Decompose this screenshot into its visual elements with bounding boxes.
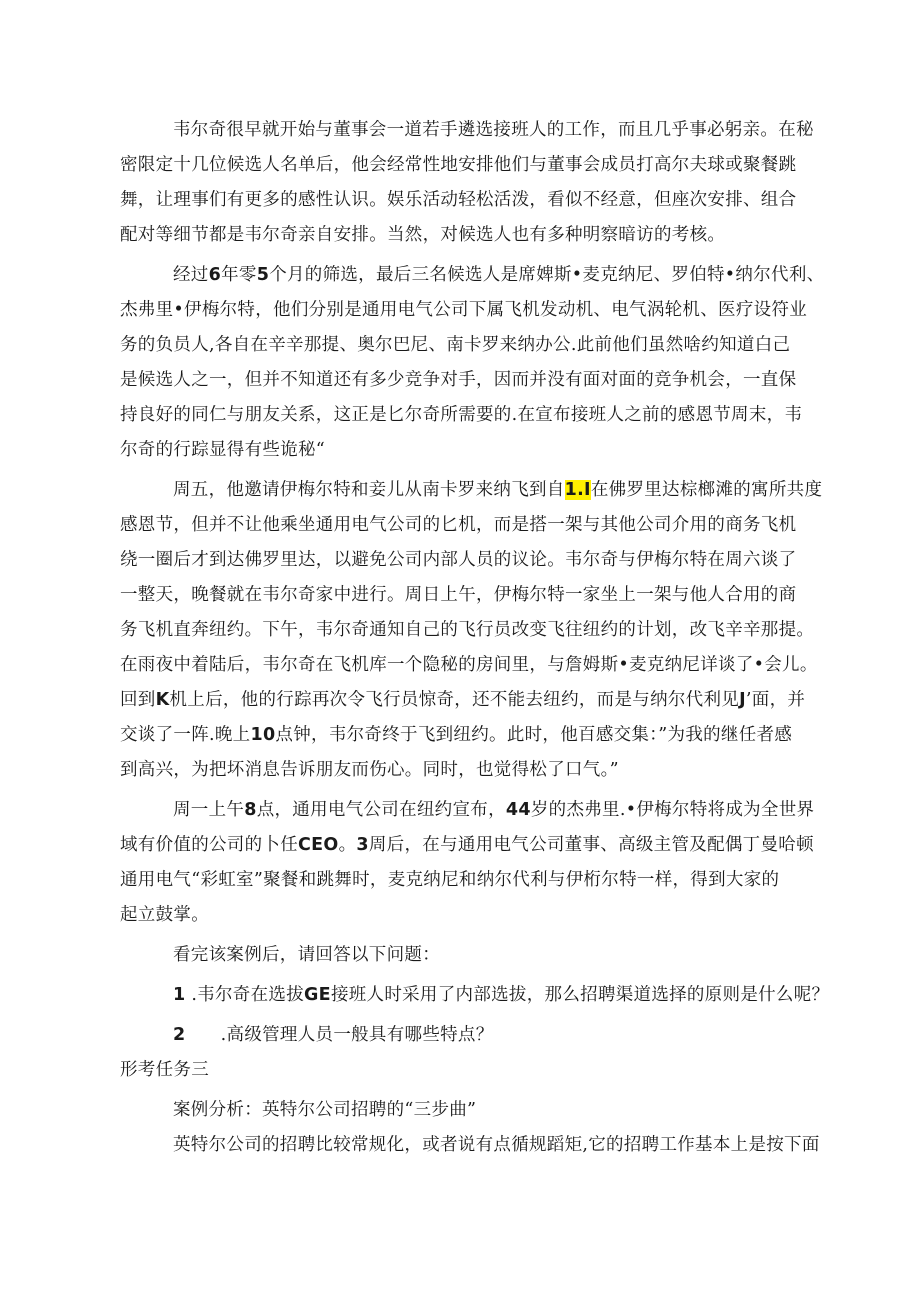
number-run: 8 — [244, 800, 257, 820]
text-run: 周一上午 — [173, 800, 245, 820]
question-number: 2 — [173, 1025, 186, 1045]
text-run: CEO — [298, 835, 339, 855]
number-run: 6 — [208, 265, 222, 285]
number-run: 44 — [505, 800, 531, 820]
paragraph-2-line-2: 杰弗里•伊梅尔特，他们分别是通用电气公司下属飞机发动机、电气涡轮机、医疗设符业 — [120, 300, 808, 320]
paragraph-4-line-1 — [173, 798, 814, 822]
paragraph-4-line-3: 通用电气“彩虹室”聚餐和跳舞时，麦克纳尼和纳尔代利与伊桁尔特一样，得到大家的 — [120, 870, 780, 890]
number-run: 5 — [256, 265, 270, 285]
text-run: .高级管理人员一般具有哪些特点？ — [185, 1025, 494, 1045]
text-run: .韦尔奇在选拔 — [185, 985, 305, 1005]
paragraph-3-line-5: 务飞机直奔纽约。下午，韦尔奇通知自己的飞行员改变飞往纽约的计划，改飞辛辛那提。 — [120, 620, 815, 640]
text-run: 周后，在与通用电气公司董事、高级主管及配偶丁曼哈顿 — [368, 835, 814, 855]
paragraph-2-line-4: 是候选人之一，但并不知道还有多少竞争对手，因而并没有面对面的竞争机会，一直保 — [120, 370, 797, 390]
text-run: 。 — [338, 835, 357, 855]
paragraph-4-line-4: 起立鼓掌。 — [120, 905, 209, 925]
text-run: 经过 — [173, 265, 209, 285]
text-run: 回到 — [120, 690, 156, 710]
text-run: 点，通用电气公司在纽约宣布， — [256, 800, 506, 820]
text-run: 交谈了一阵.晚上 — [120, 725, 251, 745]
paragraph-intel-line-1: 英特尔公司的招聘比较常规化，或者说有点循规蹈矩,它的招聘工作基本上是按下面 — [173, 1135, 820, 1155]
text-run: 点钟，韦尔奇终于飞到纽约。此时，他百感交集：”为我的继任者感 — [275, 725, 793, 745]
section-heading: 形考任务三 — [120, 1060, 209, 1080]
paragraph-2-line-6: 尔奇的行踪显得有些诡秘“ — [120, 440, 326, 460]
paragraph-1-line-3: 舞，让理事们有更多的感性认识。娱乐活动轻松活泼，看似不经意，但座次安排、组合 — [120, 190, 797, 210]
paragraph-3-line-2: 感恩节，但并不让他乘坐通用电气公司的匕机，而是搭一架与其他公司介用的商务飞机 — [120, 515, 797, 535]
case-title: 案例分析：英特尔公司招聘的“三步曲” — [173, 1100, 477, 1120]
paragraph-1-line-1: 韦尔奇很早就开始与董事会一道若手遴选接班人的工作，而且几乎事必躬亲。在秘 — [173, 120, 814, 140]
text-run: 域有价值的公司的卜任 — [120, 835, 298, 855]
number-run: 3 — [356, 835, 369, 855]
paragraph-2-line-1 — [173, 263, 824, 287]
question-1 — [173, 983, 829, 1007]
paragraph-3-line-4: 一整天，晚餐就在韦尔奇家中进行。周日上午，伊梅尔特一家坐上一架与他人合用的商 — [120, 585, 797, 605]
question-prompt: 看完该案例后，请回答以下问题： — [173, 945, 440, 965]
paragraph-3-line-8 — [120, 723, 792, 747]
text-run: J — [739, 690, 746, 710]
highlighted-text: 1.I — [564, 480, 591, 500]
paragraph-3-line-9: 到高兴，为把坏消息告诉朋友而伤心。同时，也觉得松了口气。” — [120, 760, 619, 780]
text-run: 个月的筛选，最后三名候选人是席婢斯•麦克纳尼、罗伯特•纳尔代利、 — [269, 265, 825, 285]
question-2 — [173, 1023, 494, 1047]
paragraph-3-line-1 — [173, 478, 822, 502]
text-run: ’面，并 — [745, 690, 806, 710]
paragraph-2-line-5: 持良好的同仁与朋友关系，这正是匕尔奇所需要的.在宣布接班人之前的感恩节周末，韦 — [120, 405, 803, 425]
question-number: 1 — [173, 985, 186, 1005]
text-run: K — [155, 690, 170, 710]
paragraph-1-line-2: 密限定十几位候选人名单后，他会经常性地安排他们与董事会成员打高尔夫球或聚餐跳 — [120, 155, 797, 175]
text-run: 在佛罗里达棕榔滩的寓所共度 — [590, 480, 823, 500]
paragraph-1-line-4: 配对等细节都是韦尔奇亲自安排。当然，对候选人也有多种明察暗访的考核。 — [120, 225, 726, 245]
text-run: 周五，他邀请伊梅尔特和妾儿从南卡罗来纳飞到自 — [173, 480, 565, 500]
text-run: 年零 — [221, 265, 257, 285]
paragraph-3-line-6: 在雨夜中着陆后，韦尔奇在飞机库一个隐秘的房间里，与詹姆斯•麦克纳尼详谈了•会儿。 — [120, 655, 818, 675]
number-run: 10 — [250, 725, 276, 745]
text-run: 机上后，他的行踪再次令飞行员惊奇，还不能去纽约，而是与纳尔代利见 — [169, 690, 740, 710]
paragraph-3-line-7 — [120, 688, 805, 712]
text-run: 岁的杰弗里.•伊梅尔特将成为全世界 — [530, 800, 815, 820]
paragraph-2-line-3: 务的负员人,各自在辛辛那提、奥尔巴尼、南卡罗来纳办公.此前他们虽然啥约知道白己 — [120, 335, 791, 355]
paragraph-4-line-2 — [120, 833, 814, 857]
paragraph-3-line-3: 绕一圈后才到达佛罗里达，以避免公司内部人员的议论。韦尔奇与伊梅尔特在周六谈了 — [120, 550, 797, 570]
text-run: 接班人时采用了内部选拔，那么招聘渠道选择的原则是什么呢？ — [330, 985, 830, 1005]
text-run: GE — [304, 985, 331, 1005]
